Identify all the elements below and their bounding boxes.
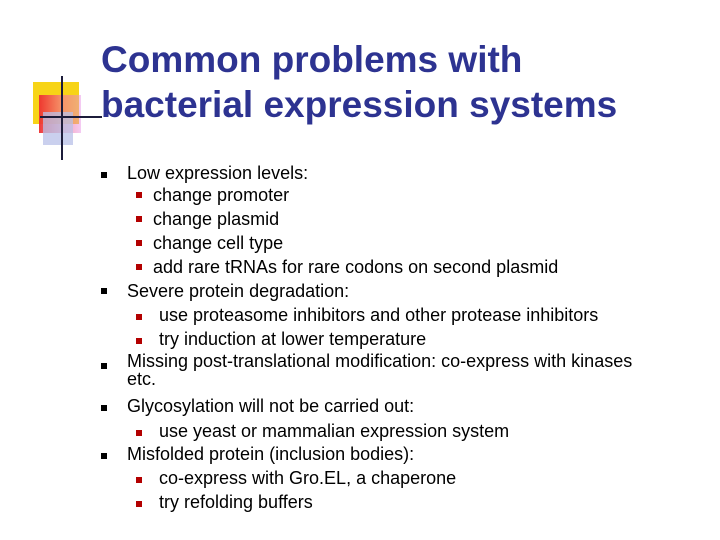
- decor-vertical-line: [61, 76, 63, 160]
- sub-item-proteasome-inhibitors: use proteasome inhibitors and other protease inhibitors: [159, 305, 599, 325]
- sub-bullet-icon: [136, 192, 142, 198]
- bullet-icon: [101, 288, 107, 294]
- sub-item-yeast-mammalian: use yeast or mammalian expression system: [159, 421, 510, 441]
- sub-bullet-icon: [136, 314, 142, 320]
- sub-item-rare-trnas: add rare tRNAs for rare codons on second plasmid: [153, 257, 559, 277]
- sub-item-lower-temperature: try induction at lower temperature: [159, 329, 427, 349]
- bullet-icon: [101, 363, 107, 369]
- bullet-item-low-expression: Low expression levels:: [127, 163, 309, 183]
- sub-bullet-icon: [136, 264, 142, 270]
- sub-item-groel-chaperone: co-express with Gro.EL, a chaperone: [159, 468, 457, 488]
- sub-bullet-icon: [136, 430, 142, 436]
- decor-horizontal-line: [40, 116, 102, 118]
- sub-bullet-icon: [136, 501, 142, 507]
- bullet-icon: [101, 405, 107, 411]
- bullet-item-glycosylation: Glycosylation will not be carried out:: [127, 396, 415, 416]
- slide-title-line-2: bacterial expression systems: [101, 84, 618, 125]
- sub-item-change-cell-type: change cell type: [153, 233, 284, 253]
- slide-title: [101, 37, 617, 127]
- sub-item-refolding-buffers: try refolding buffers: [159, 492, 313, 512]
- sub-item-change-promoter: change promoter: [153, 185, 290, 205]
- sub-bullet-icon: [136, 240, 142, 246]
- bullet-item-post-translational-cont: etc.: [127, 369, 157, 389]
- bullet-item-post-translational: Missing post-translational modification: co-express with kinases: [127, 351, 633, 371]
- bullet-item-protein-degradation: Severe protein degradation:: [127, 281, 350, 301]
- slide-title-line-1: Common problems with: [101, 39, 523, 80]
- sub-bullet-icon: [136, 338, 142, 344]
- sub-item-change-plasmid: change plasmid: [153, 209, 280, 229]
- bullet-icon: [101, 172, 107, 178]
- sub-bullet-icon: [136, 477, 142, 483]
- bullet-icon: [101, 453, 107, 459]
- sub-bullet-icon: [136, 216, 142, 222]
- bullet-item-misfolded-protein: Misfolded protein (inclusion bodies):: [127, 444, 415, 464]
